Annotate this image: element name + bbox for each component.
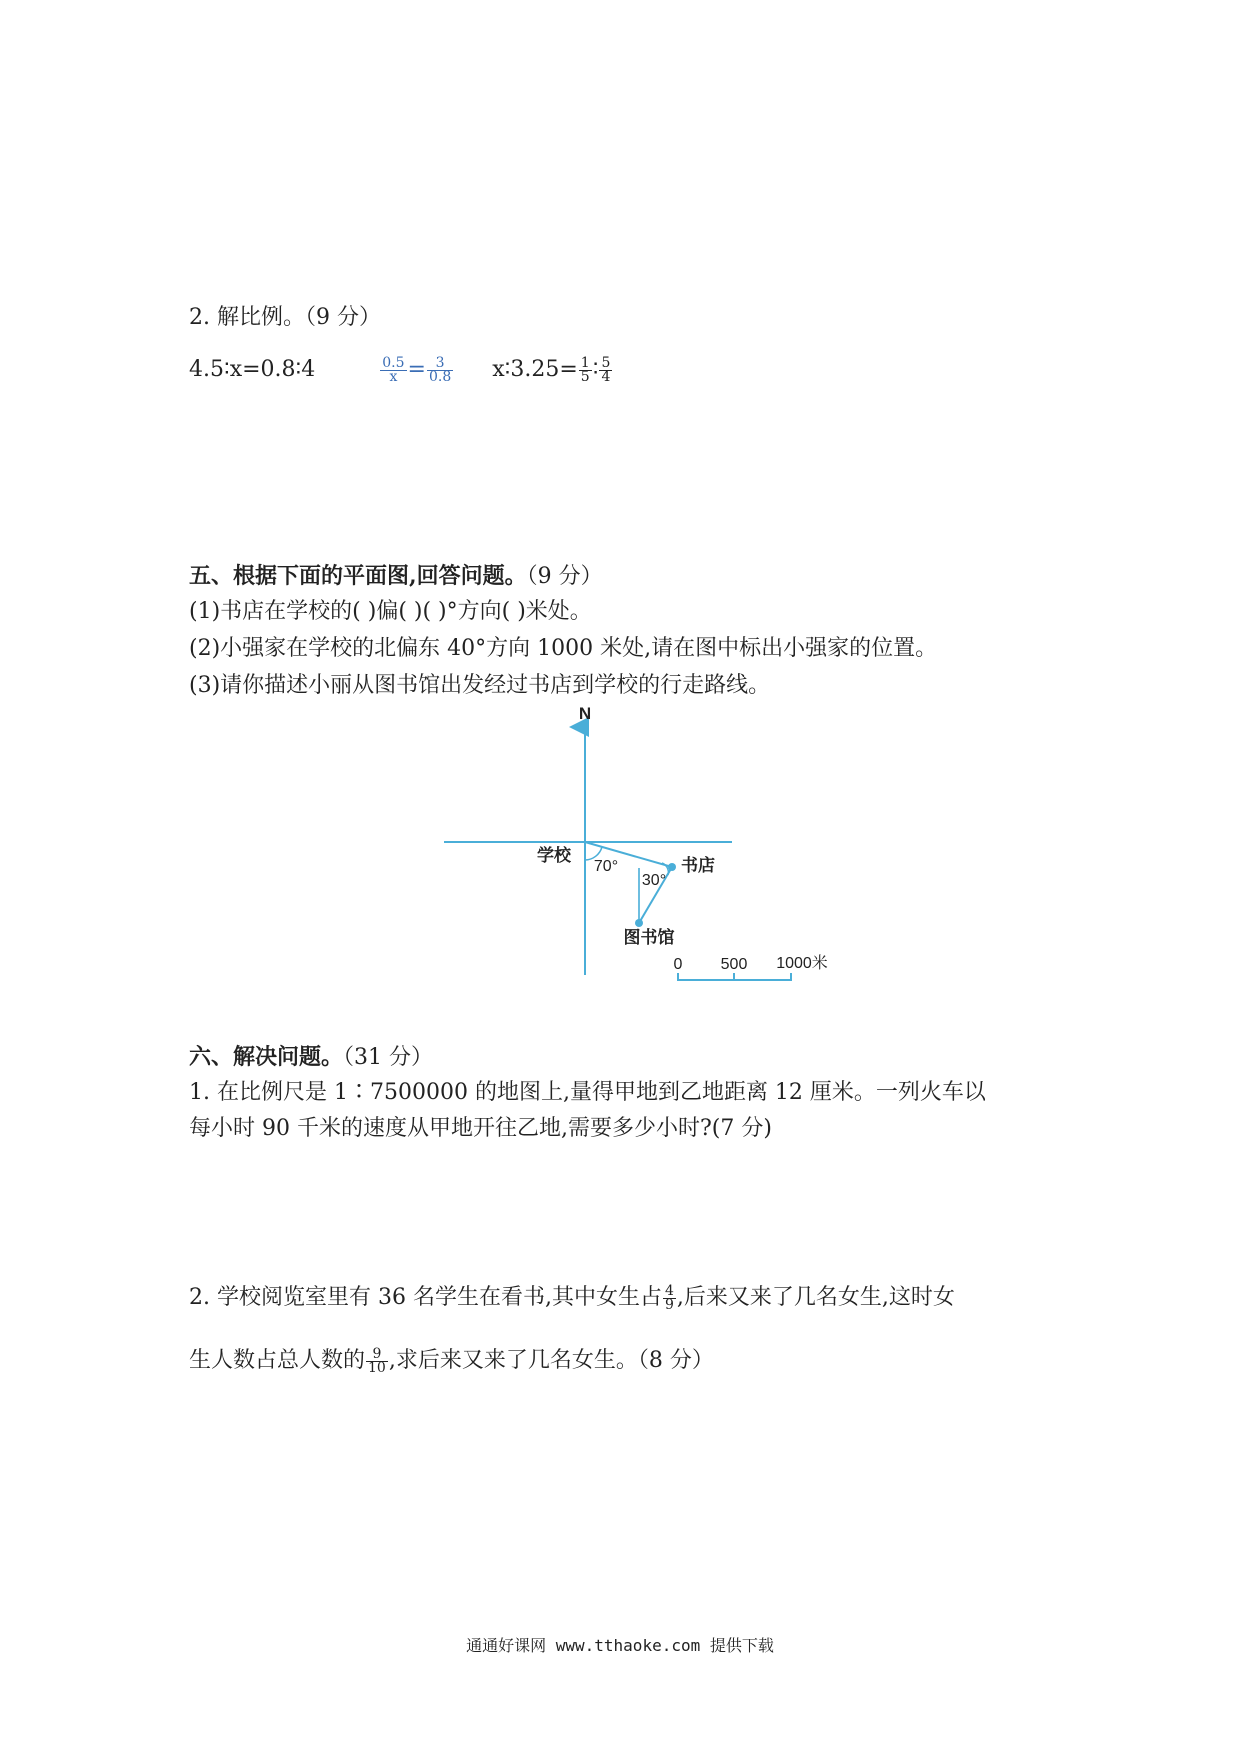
scale-label-1000: 1000米 — [776, 955, 828, 972]
fraction: $\frac{3}{0.8}$ — [428, 354, 452, 385]
school-label: 学校 — [537, 846, 571, 866]
equations-row — [189, 355, 613, 385]
angle-70-label: 70° — [593, 858, 619, 875]
fraction: $\frac{1}{5}$ — [580, 354, 590, 385]
bookstore-point — [668, 863, 676, 871]
footer-source-text: 通通好课网 www.tthaoke.com 提供下载 — [466, 1636, 774, 1655]
question-text: (1)书店在学校的( )偏( )( )°方向( )米处。 — [189, 599, 592, 624]
fraction: $\frac{5}{4}$ — [601, 354, 611, 385]
section-heading: 五、根据下面的平面图,回答问题。（9 分） — [189, 563, 603, 589]
question-text: 每小时 90 千米的速度从甲地开往乙地,需要多少小时?(7 分) — [189, 1116, 772, 1141]
question-text: (2)小强家在学校的北偏东 40°方向 1000 米处,请在图中标出小强家的位置。 — [189, 636, 938, 661]
fraction: $\frac{9}{10}$ — [368, 1345, 386, 1376]
north-label: N — [578, 705, 592, 723]
question-text: 2. 学校阅览室里有 36 名学生在看书,其中女生占 $\frac{4}{9}$ ,后来又来了几名女生,这时女 — [189, 1282, 955, 1313]
section-heading: 六、解决问题。（31 分） — [189, 1044, 434, 1070]
question-text: 1. 在比例尺是 1∶7500000 的地图上,量得甲地到乙地距离 12 厘米。一列火车以 — [189, 1080, 986, 1105]
equation-1: 4.5∶x=0.8∶4 — [189, 357, 316, 382]
angle-30-label: 30° — [641, 872, 667, 889]
question-heading: 2. 解比例。（9 分） — [189, 305, 381, 330]
bookstore-label: 书店 — [681, 856, 715, 876]
equation-2: $\frac{0.5}{x}$ = $\frac{3}{0.8}$ — [382, 354, 452, 385]
library-label: 图书馆 — [623, 928, 675, 948]
equation-3: x∶3.25= $\frac{1}{5}$ ∶ $\frac{5}{4}$ — [492, 354, 611, 385]
library-point — [635, 919, 643, 927]
fraction: $\frac{4}{9}$ — [664, 1282, 674, 1313]
scale-bar — [674, 954, 828, 981]
question-text: (3)请你描述小丽从图书馆出发经过书店到学校的行走路线。 — [189, 673, 771, 698]
question-text: 生人数占总人数的 $\frac{9}{10}$ ,求后来又来了几名女生。（8 分） — [189, 1345, 714, 1376]
fraction: $\frac{0.5}{x}$ — [382, 354, 405, 385]
scale-label-500: 500 — [720, 956, 748, 973]
location-map-diagram — [430, 705, 870, 995]
scale-label-0: 0 — [673, 956, 683, 973]
